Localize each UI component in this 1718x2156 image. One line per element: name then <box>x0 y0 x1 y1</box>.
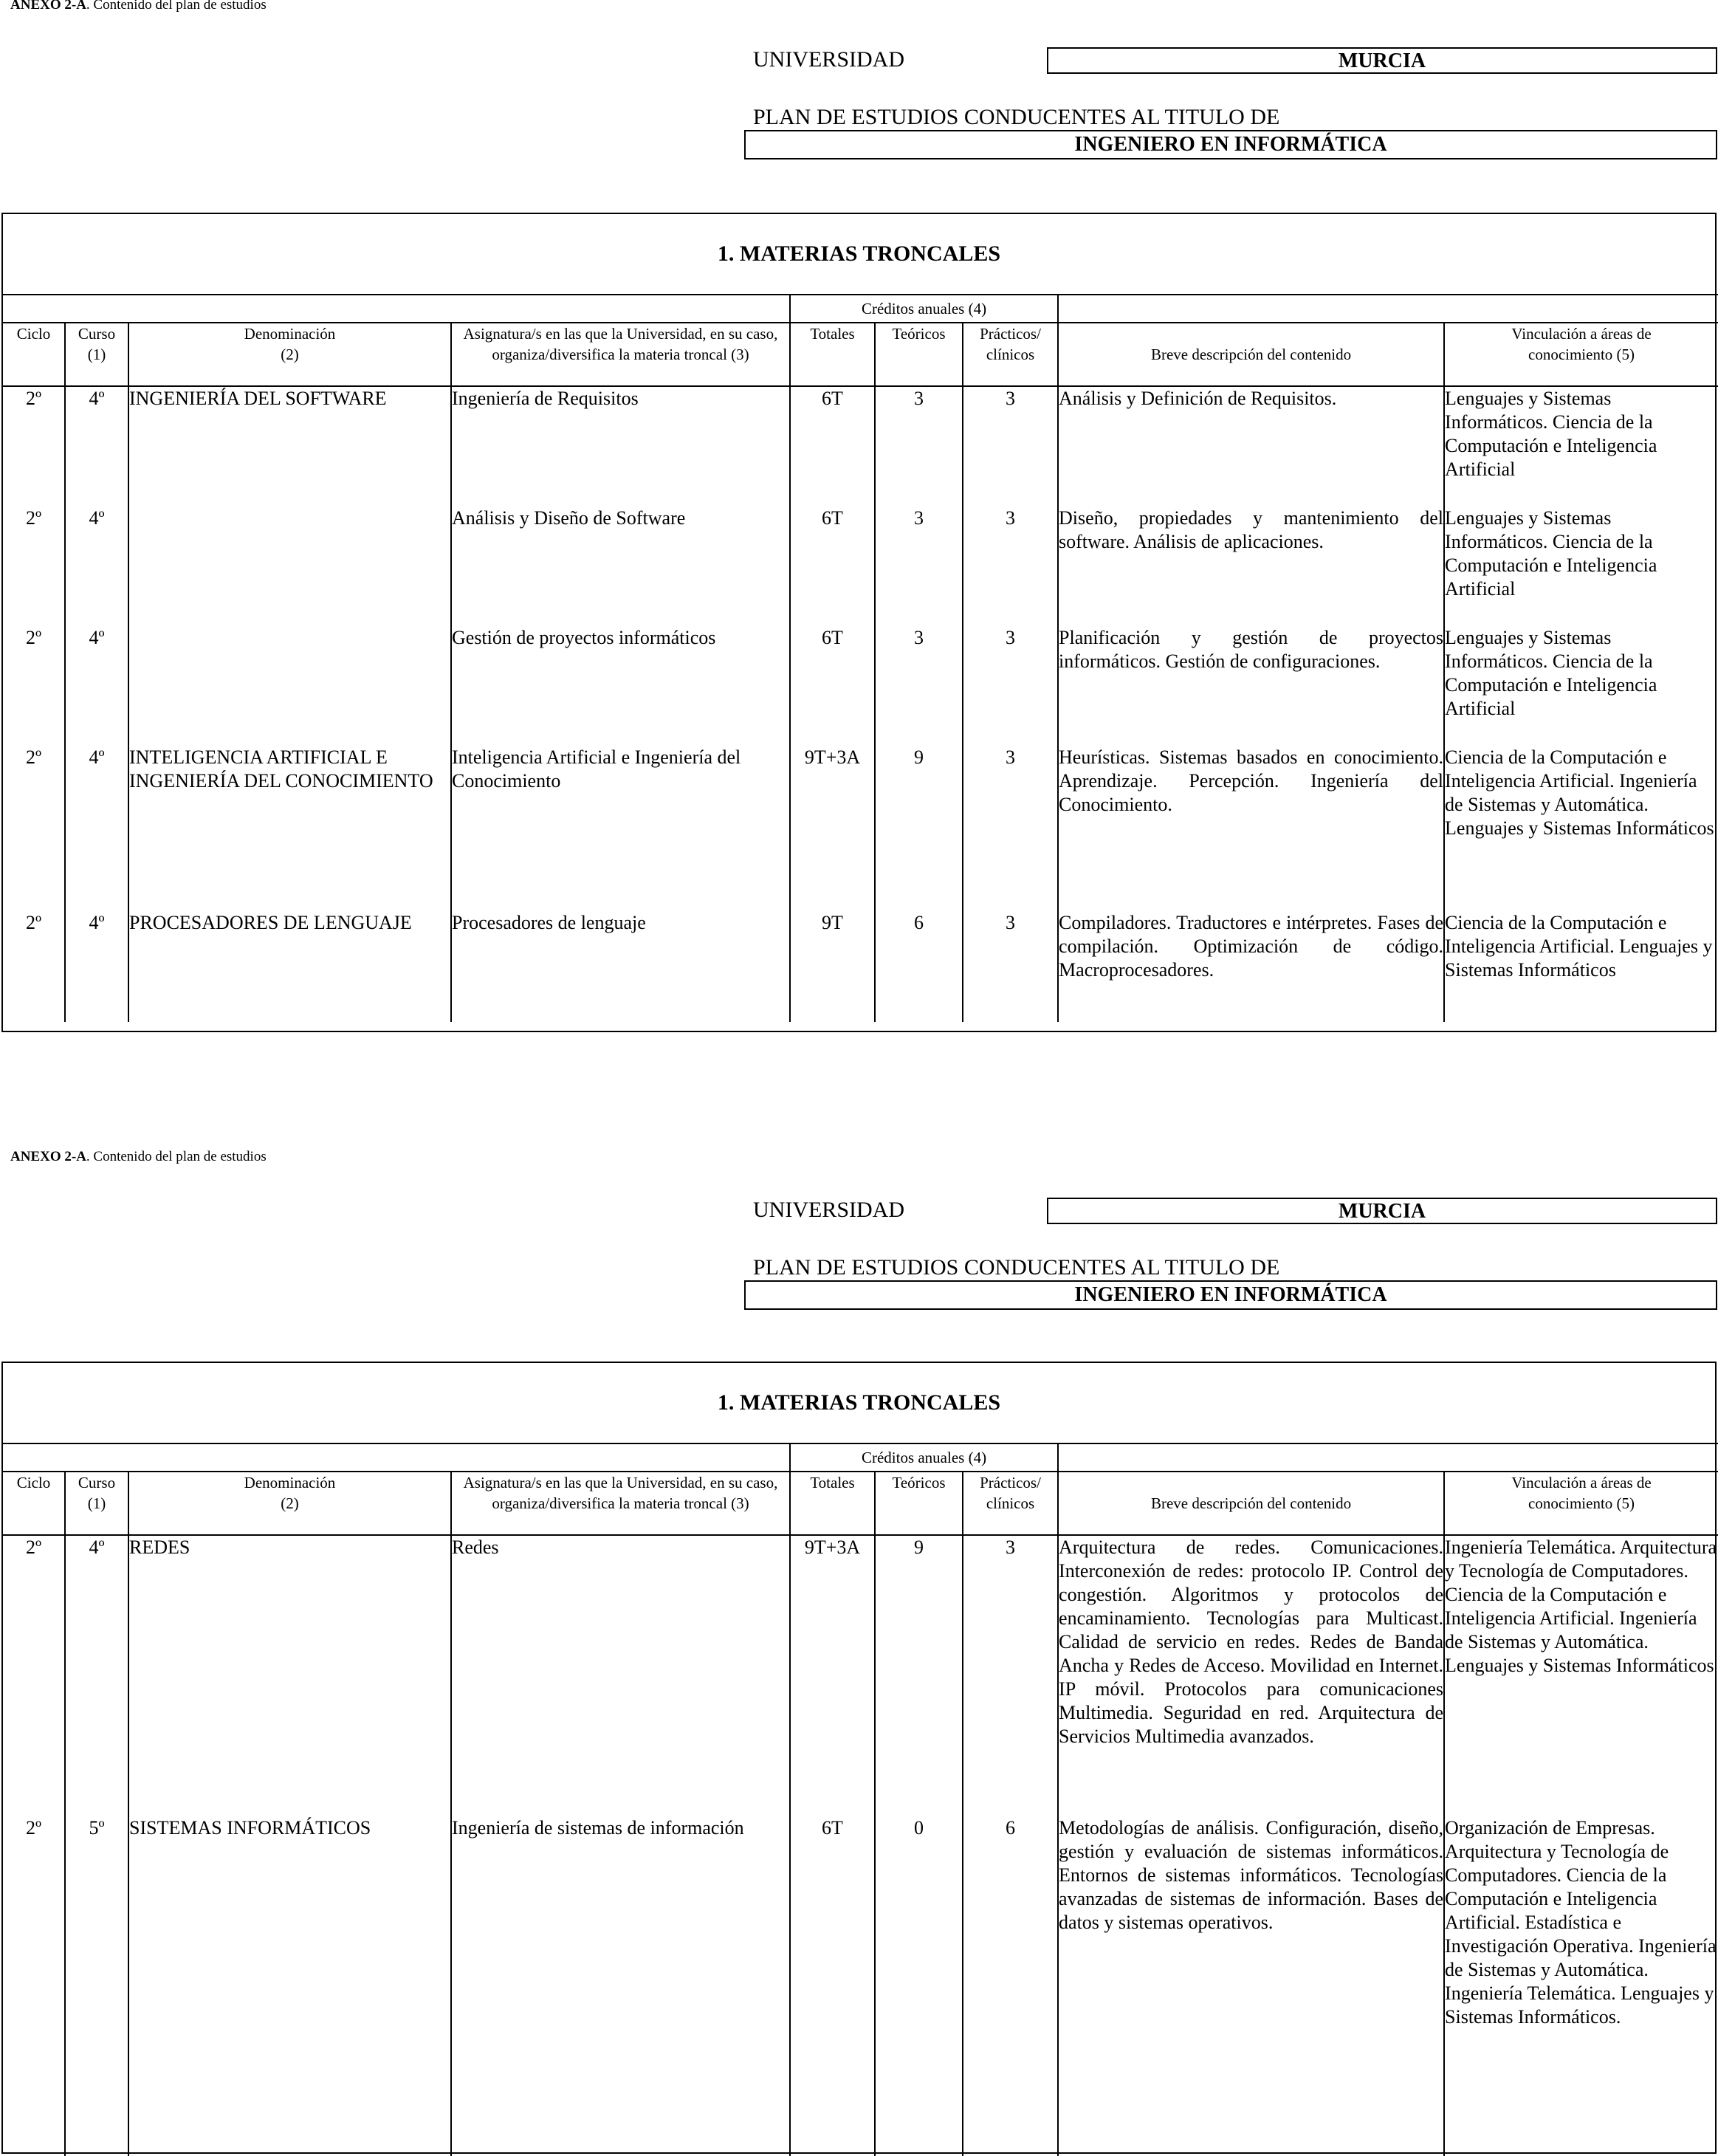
degree-title: INGENIERO EN INFORMÁTICA <box>744 1280 1717 1310</box>
cell-denominacion: SISTEMAS INFORMÁTICOS <box>128 1816 451 2156</box>
cell-teoricos: 3 <box>875 386 963 507</box>
cell-ciclo: 2º <box>3 386 65 507</box>
cell-ciclo: 2º <box>3 626 65 746</box>
cell-teoricos: 0 <box>875 1816 963 2156</box>
table-row <box>3 1816 1718 2156</box>
cell-curso: 5º <box>65 1816 128 2156</box>
table-row <box>3 746 1718 911</box>
subjects-table <box>3 1443 1718 2156</box>
cell-asignatura: Redes <box>451 1535 790 1816</box>
cell-practicos: 6 <box>963 1816 1058 2156</box>
header-vinculacion: Vinculación a áreas de conocimiento (5) <box>1444 1472 1718 1535</box>
header-denominacion: Denominación (2) <box>128 1472 451 1535</box>
cell-descripcion: Análisis y Definición de Requisitos. <box>1058 386 1444 507</box>
cell-ciclo: 2º <box>3 1816 65 2156</box>
degree-title: INGENIERO EN INFORMÁTICA <box>744 130 1717 159</box>
cell-curso: 4º <box>65 507 128 626</box>
subjects-table-frame <box>1 1362 1717 2154</box>
header-descripcion: Breve descripción del contenido <box>1058 323 1444 386</box>
cell-asignatura: Ingeniería de Requisitos <box>451 386 790 507</box>
cell-totales: 9T+3A <box>790 746 875 911</box>
cell-practicos: 3 <box>963 507 1058 626</box>
cell-vinculacion: Lenguajes y Sistemas Informáticos. Ciencia de la Computación e Inteligencia Artificial <box>1444 626 1718 746</box>
section-title: 1. MATERIAS TRONCALES <box>717 1390 1001 1415</box>
university-value: MURCIA <box>1047 1198 1717 1224</box>
university-label: UNIVERSIDAD <box>753 1198 904 1222</box>
header-curso: Curso (1) <box>65 1472 128 1535</box>
cell-denominacion <box>128 507 451 626</box>
header-creditos: Créditos anuales (4) <box>790 1443 1058 1472</box>
cell-curso: 4º <box>65 626 128 746</box>
section-title: 1. MATERIAS TRONCALES <box>717 241 1001 266</box>
cell-curso: 4º <box>65 386 128 507</box>
header-descripcion: Breve descripción del contenido <box>1058 1472 1444 1535</box>
subjects-table <box>3 294 1718 1022</box>
header-practicos: Prácticos/ clínicos <box>963 1472 1058 1535</box>
header-asignatura: Asignatura/s en las que la Universidad, en su caso, organiza/diversifica la materia troncal (3) <box>451 1472 790 1535</box>
cell-descripcion: Metodologías de análisis. Configuración, diseño, gestión y evaluación de sistemas informáticos. Entornos de sistemas informáticos. Tecnologías avanzadas de sistemas de información. Bases de datos y sistemas operativos. <box>1058 1816 1444 2156</box>
cell-denominacion <box>128 626 451 746</box>
cell-descripcion: Compiladores. Traductores e intérpretes. Fases de compilación. Optimización de código. Macroprocesadores. <box>1058 911 1444 1022</box>
cell-ciclo: 2º <box>3 911 65 1022</box>
cell-descripcion: Heurísticas. Sistemas basados en conocimiento. Aprendizaje. Percepción. Ingeniería del Conocimiento. <box>1058 746 1444 911</box>
cell-ciclo: 2º <box>3 1535 65 1816</box>
cell-denominacion: INTELIGENCIA ARTIFICIAL E INGENIERÍA DEL CONOCIMIENTO <box>128 746 451 911</box>
header-curso: Curso (1) <box>65 323 128 386</box>
university-label: UNIVERSIDAD <box>753 47 904 72</box>
table-row <box>3 1535 1718 1816</box>
header-totales: Totales <box>790 1472 875 1535</box>
annex-heading: ANEXO 2-A. Contenido del plan de estudios <box>10 0 267 13</box>
annex-heading: ANEXO 2-A. Contenido del plan de estudios <box>10 1149 267 1164</box>
plan-label: PLAN DE ESTUDIOS CONDUCENTES AL TITULO DE <box>753 1255 1280 1280</box>
header-asignatura: Asignatura/s en las que la Universidad, en su caso, organiza/diversifica la materia troncal (3) <box>451 323 790 386</box>
header-vinculacion: Vinculación a áreas de conocimiento (5) <box>1444 323 1718 386</box>
header-creditos: Créditos anuales (4) <box>790 295 1058 323</box>
cell-denominacion: PROCESADORES DE LENGUAJE <box>128 911 451 1022</box>
cell-vinculacion: Lenguajes y Sistemas Informáticos. Ciencia de la Computación e Inteligencia Artificial <box>1444 507 1718 626</box>
header-spacer-right <box>1058 1443 1718 1472</box>
cell-practicos: 3 <box>963 911 1058 1022</box>
cell-asignatura: Ingeniería de sistemas de información <box>451 1816 790 2156</box>
header-teoricos: Teóricos <box>875 323 963 386</box>
cell-curso: 4º <box>65 1535 128 1816</box>
table-row <box>3 507 1718 626</box>
cell-vinculacion: Lenguajes y Sistemas Informáticos. Ciencia de la Computación e Inteligencia Artificial <box>1444 386 1718 507</box>
cell-descripcion: Arquitectura de redes. Comunicaciones. Interconexión de redes: protocolo IP. Control de congestión. Algoritmos y protocolos de encaminamiento. Tecnologías para Multicast. Calidad de servicio en redes. Redes de Banda Ancha y Redes de Acceso. Movilidad en Internet. IP móvil. Protocolos para comunicaciones Multimedia. Seguridad en red. Arquitectura de Servicios Multimedia avanzados. <box>1058 1535 1444 1816</box>
header-teoricos: Teóricos <box>875 1472 963 1535</box>
cell-curso: 4º <box>65 746 128 911</box>
header-ciclo: Ciclo <box>3 1472 65 1535</box>
cell-practicos: 3 <box>963 746 1058 911</box>
plan-label: PLAN DE ESTUDIOS CONDUCENTES AL TITULO DE <box>753 105 1280 129</box>
university-value: MURCIA <box>1047 47 1717 74</box>
cell-teoricos: 9 <box>875 746 963 911</box>
cell-denominacion: REDES <box>128 1535 451 1816</box>
table-row <box>3 911 1718 1022</box>
cell-ciclo: 2º <box>3 746 65 911</box>
cell-totales: 6T <box>790 507 875 626</box>
cell-asignatura: Inteligencia Artificial e Ingeniería del Conocimiento <box>451 746 790 911</box>
cell-descripcion: Planificación y gestión de proyectos informáticos. Gestión de configuraciones. <box>1058 626 1444 746</box>
cell-totales: 6T <box>790 1816 875 2156</box>
cell-practicos: 3 <box>963 1535 1058 1816</box>
cell-practicos: 3 <box>963 386 1058 507</box>
header-practicos: Prácticos/ clínicos <box>963 323 1058 386</box>
header-spacer <box>3 1443 790 1472</box>
cell-curso: 4º <box>65 911 128 1022</box>
cell-totales: 6T <box>790 626 875 746</box>
cell-ciclo: 2º <box>3 507 65 626</box>
cell-teoricos: 6 <box>875 911 963 1022</box>
cell-asignatura: Procesadores de lenguaje <box>451 911 790 1022</box>
header-totales: Totales <box>790 323 875 386</box>
header-denominacion: Denominación (2) <box>128 323 451 386</box>
cell-totales: 9T+3A <box>790 1535 875 1816</box>
table-row <box>3 386 1718 507</box>
subjects-table-frame <box>1 213 1717 1032</box>
cell-denominacion: INGENIERÍA DEL SOFTWARE <box>128 386 451 507</box>
cell-vinculacion: Ciencia de la Computación e Inteligencia Artificial. Ingeniería de Sistemas y Automática. Lenguajes y Sistemas Informáticos <box>1444 746 1718 911</box>
cell-vinculacion: Ingeniería Telemática. Arquitectura y Tecnología de Computadores. Ciencia de la Computación e Inteligencia Artificial. Ingeniería de Sistemas y Automática. Lenguajes y Sistemas Informáticos <box>1444 1535 1718 1816</box>
cell-teoricos: 9 <box>875 1535 963 1816</box>
cell-asignatura: Gestión de proyectos informáticos <box>451 626 790 746</box>
cell-practicos: 3 <box>963 626 1058 746</box>
header-ciclo: Ciclo <box>3 323 65 386</box>
header-spacer-right <box>1058 295 1718 323</box>
cell-vinculacion: Organización de Empresas. Arquitectura y Tecnología de Computadores. Ciencia de la Computación e Inteligencia Artificial. Estadística e Investigación Operativa. Ingeniería de Sistemas y Automática. Ingeniería Telemática. Lenguajes y Sistemas Informáticos. <box>1444 1816 1718 2156</box>
cell-vinculacion: Ciencia de la Computación e Inteligencia Artificial. Lenguajes y Sistemas Informáticos <box>1444 911 1718 1022</box>
cell-teoricos: 3 <box>875 626 963 746</box>
cell-totales: 6T <box>790 386 875 507</box>
cell-descripcion: Diseño, propiedades y mantenimiento del software. Análisis de aplicaciones. <box>1058 507 1444 626</box>
cell-asignatura: Análisis y Diseño de Software <box>451 507 790 626</box>
cell-teoricos: 3 <box>875 507 963 626</box>
table-row <box>3 626 1718 746</box>
header-spacer <box>3 295 790 323</box>
cell-totales: 9T <box>790 911 875 1022</box>
